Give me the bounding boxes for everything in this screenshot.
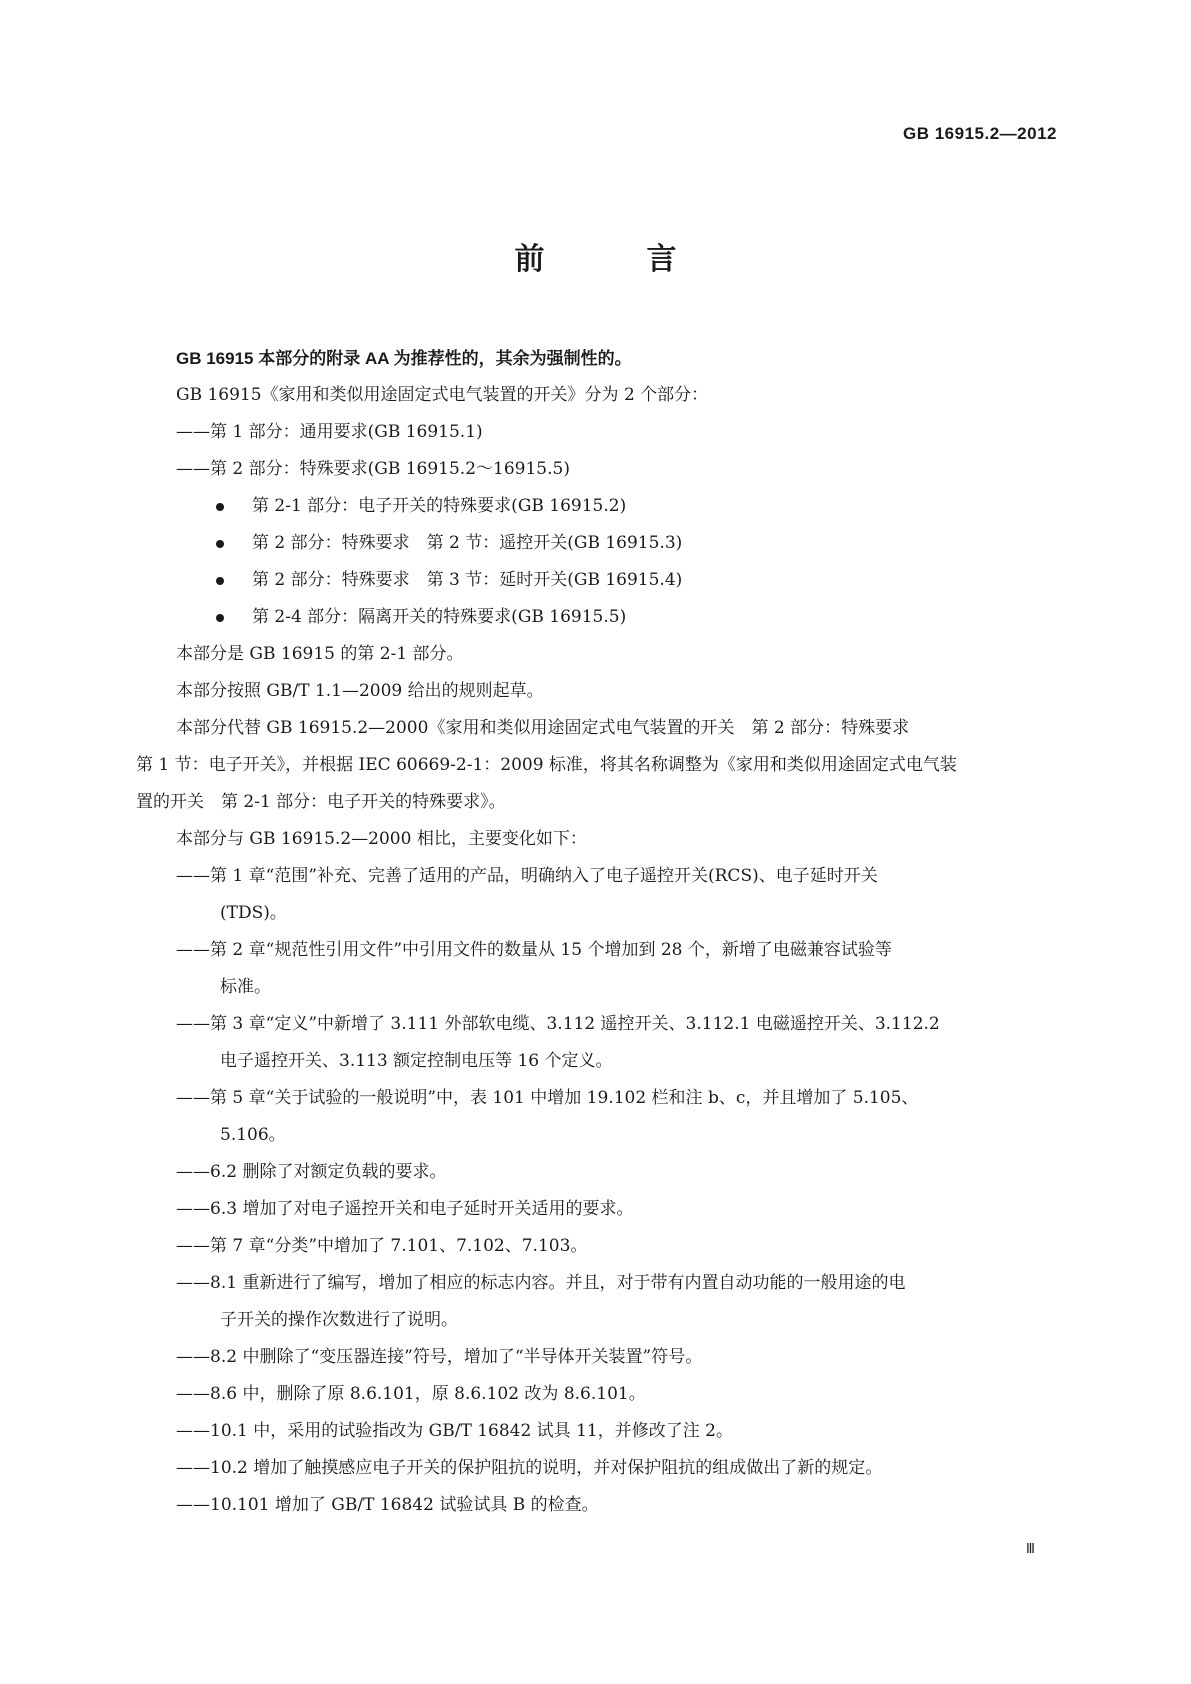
change-item: ——10.2 增加了触摸感应电子开关的保护阻抗的说明，并对保护阻抗的组成做出了新的规定。 xyxy=(176,1458,883,1478)
change-item: ——第 2 章“规范性引用文件”中引用文件的数量从 15 个增加到 28 个，新增了电磁兼容试验等 xyxy=(176,940,892,960)
page-number: Ⅲ xyxy=(1026,1542,1035,1557)
change-item-continuation: (TDS)。 xyxy=(220,903,287,923)
change-item: ——第 3 章“定义”中新增了 3.111 外部软电缆、3.112 遥控开关、3.112.1 电磁遥控开关、3.112.2 xyxy=(176,1014,940,1034)
change-item: ——8.1 重新进行了编写，增加了相应的标志内容。并且，对于带有内置自动功能的一般用途的电 xyxy=(176,1273,906,1293)
change-item: ——10.1 中，采用的试验指改为 GB/T 16842 试具 11，并修改了注 2。 xyxy=(176,1421,733,1441)
change-item: ——10.101 增加了 GB/T 16842 试验试具 B 的检查。 xyxy=(176,1495,599,1515)
subpart-item xyxy=(176,525,1058,562)
change-item-continuation: 标准。 xyxy=(220,977,271,997)
subpart-text: 第 2 部分：特殊要求 第 2 节：遥控开关(GB 16915.3) xyxy=(252,533,683,553)
standard-code: GB 16915.2—2012 xyxy=(903,124,1057,143)
paragraph-continuation: 第 1 节：电子开关》，并根据 IEC 60669-2-1：2009 标准，将其名称调整为《家用和类似用途固定式电气装 xyxy=(136,755,957,775)
intro-statement: GB 16915 本部分的附录 AA 为推荐性的，其余为强制性的。 xyxy=(176,349,632,368)
bullet-icon xyxy=(216,540,224,548)
bullet-icon xyxy=(216,503,224,511)
subpart-text: 第 2-4 部分：隔离开关的特殊要求(GB 16915.5) xyxy=(252,607,627,627)
paragraph: 本部分与 GB 16915.2—2000 相比，主要变化如下： xyxy=(176,829,587,849)
change-item: ——6.2 删除了对额定负载的要求。 xyxy=(176,1162,447,1182)
foreword-body xyxy=(136,340,1058,1524)
paragraph: 本部分代替 GB 16915.2—2000《家用和类似用途固定式电气装置的开关 第 2 部分：特殊要求 xyxy=(176,718,910,738)
subpart-text: 第 2-1 部分：电子开关的特殊要求(GB 16915.2) xyxy=(252,496,627,516)
change-item-continuation: 子开关的操作次数进行了说明。 xyxy=(220,1310,458,1330)
change-item: ——8.6 中，删除了原 8.6.101，原 8.6.102 改为 8.6.101。 xyxy=(176,1384,646,1404)
subpart-item xyxy=(176,488,1058,525)
paragraph-continuation: 置的开关 第 2-1 部分：电子开关的特殊要求》。 xyxy=(136,792,506,812)
change-item-continuation: 电子遥控开关、3.113 额定控制电压等 16 个定义。 xyxy=(220,1051,613,1071)
part-item: ——第 1 部分：通用要求(GB 16915.1) xyxy=(176,422,483,442)
subpart-text: 第 2 部分：特殊要求 第 3 节：延时开关(GB 16915.4) xyxy=(252,570,683,590)
change-item-continuation: 5.106。 xyxy=(220,1125,286,1145)
parts-intro: GB 16915《家用和类似用途固定式电气装置的开关》分为 2 个部分： xyxy=(176,385,709,405)
change-item: ——第 7 章“分类”中增加了 7.101、7.102、7.103。 xyxy=(176,1236,588,1256)
subpart-item xyxy=(176,562,1058,599)
subpart-item xyxy=(176,599,1058,636)
change-item: ——8.2 中删除了“变压器连接”符号，增加了“半导体开关装置”符号。 xyxy=(176,1347,703,1367)
paragraph: 本部分是 GB 16915 的第 2-1 部分。 xyxy=(176,644,464,664)
change-item: ——第 5 章“关于试验的一般说明”中，表 101 中增加 19.102 栏和注 b、c，并且增加了 5.105、 xyxy=(176,1088,919,1108)
change-item: ——6.3 增加了对电子遥控开关和电子延时开关适用的要求。 xyxy=(176,1199,634,1219)
paragraph: 本部分按照 GB/T 1.1—2009 给出的规则起草。 xyxy=(176,681,544,701)
page-title: 前 言 xyxy=(514,242,713,277)
part-item: ——第 2 部分：特殊要求(GB 16915.2～16915.5) xyxy=(176,459,570,479)
bullet-icon xyxy=(216,577,224,585)
change-item: ——第 1 章“范围”补充、完善了适用的产品，明确纳入了电子遥控开关(RCS)、电子延时开关 xyxy=(176,866,878,886)
bullet-icon xyxy=(216,614,224,622)
